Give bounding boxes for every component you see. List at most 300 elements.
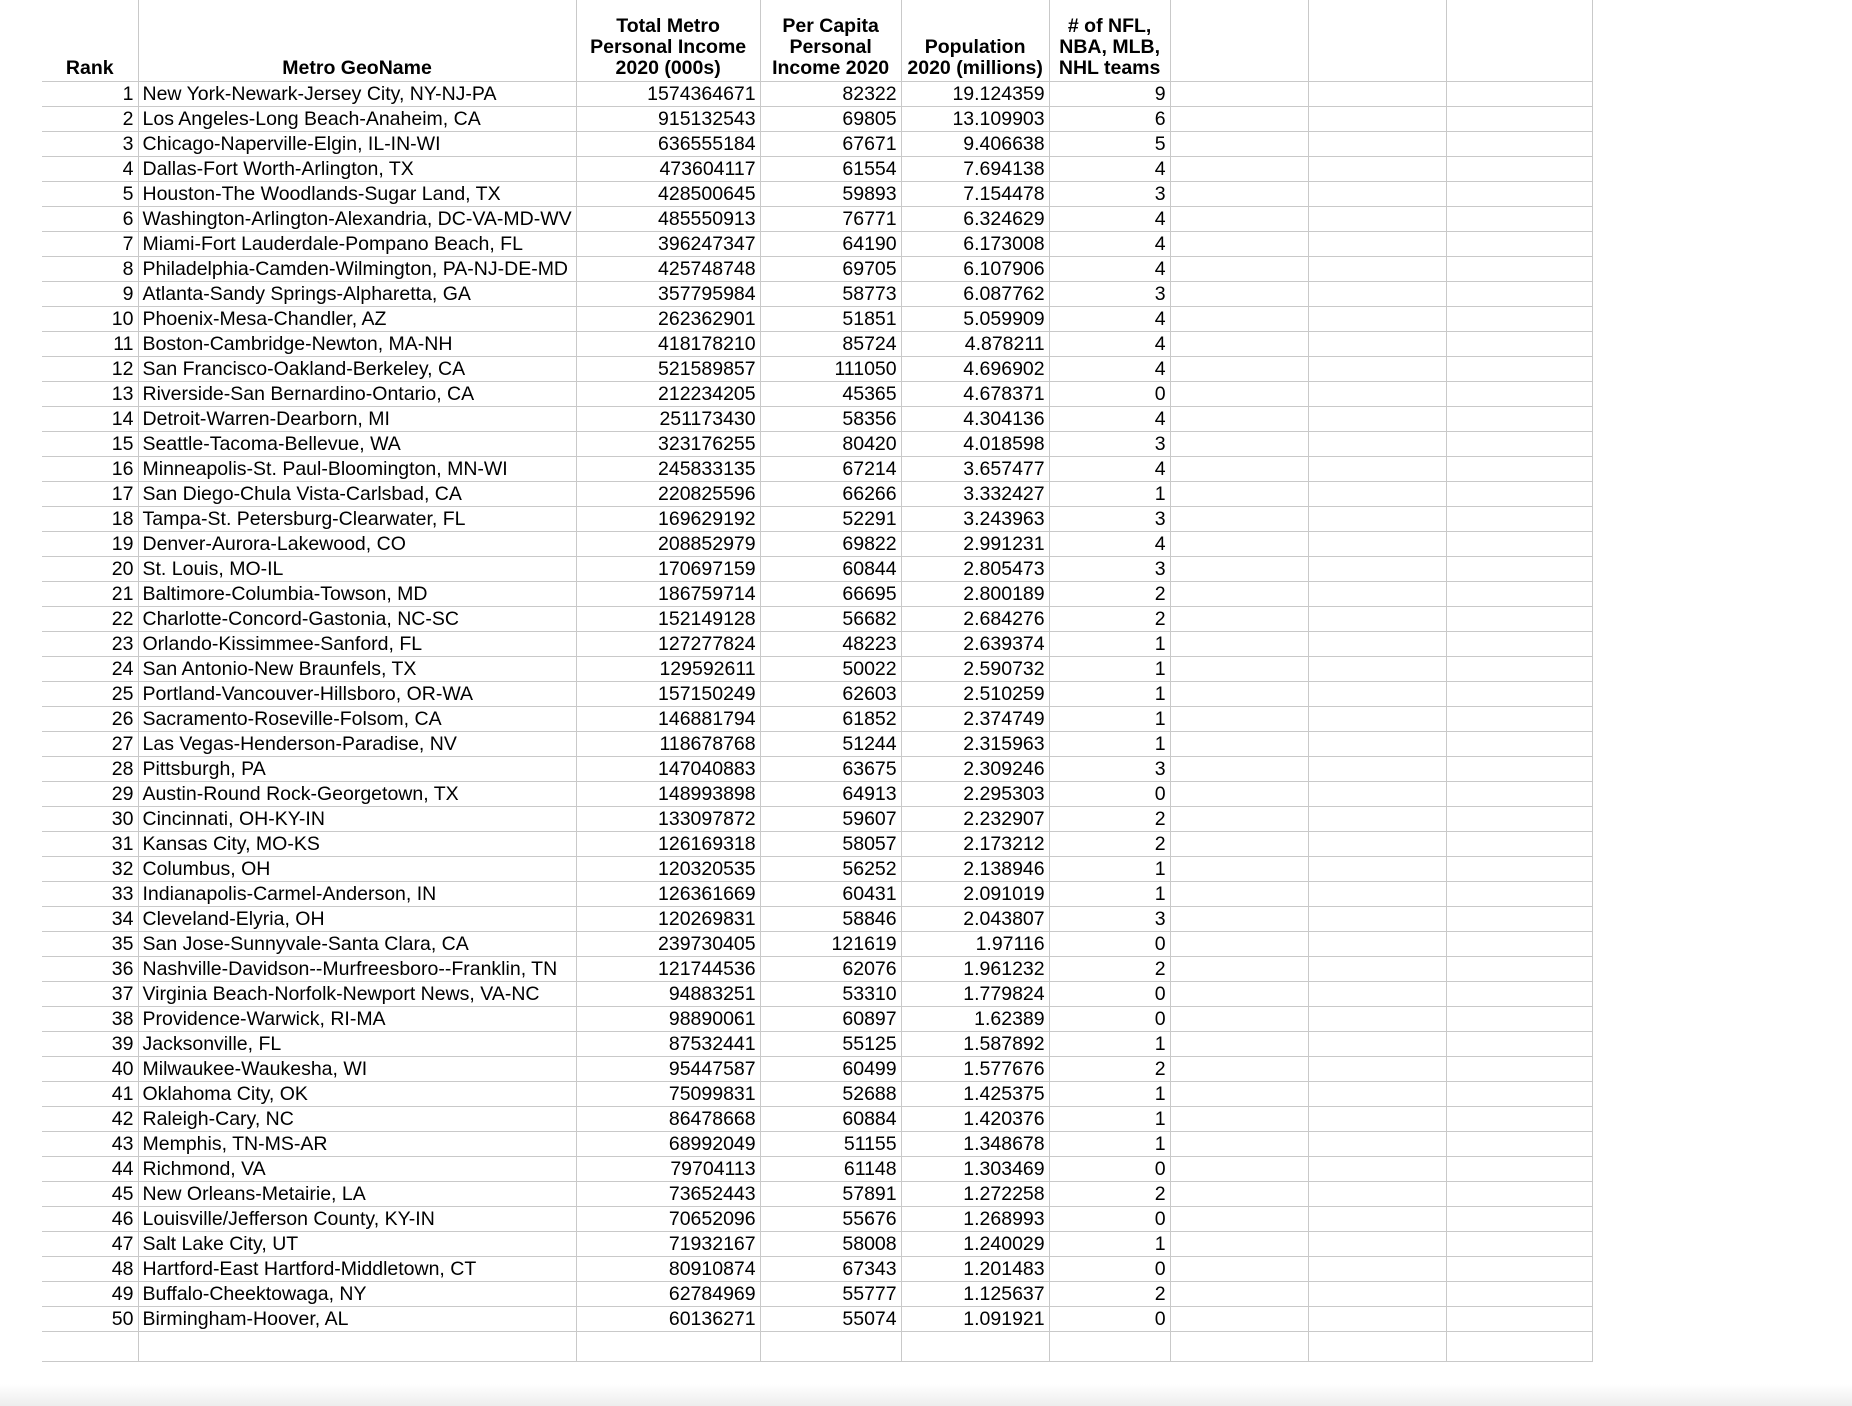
cell-population[interactable]: 4.304136 (901, 406, 1049, 431)
cell-teams[interactable]: 1 (1049, 656, 1170, 681)
empty-cell[interactable] (1446, 556, 1592, 581)
cell-population[interactable]: 2.800189 (901, 581, 1049, 606)
cell-total-income[interactable]: 212234205 (576, 381, 760, 406)
empty-cell[interactable] (1308, 656, 1446, 681)
cell-metro-name[interactable]: Jacksonville, FL (138, 1031, 576, 1056)
cell-teams[interactable]: 4 (1049, 456, 1170, 481)
cell-rank[interactable]: 38 (42, 1006, 138, 1031)
empty-cell[interactable] (1446, 1131, 1592, 1156)
cell-per-capita[interactable]: 67214 (760, 456, 901, 481)
empty-cell[interactable] (1308, 381, 1446, 406)
empty-cell[interactable] (1308, 1156, 1446, 1181)
cell-population[interactable]: 4.678371 (901, 381, 1049, 406)
cell-teams[interactable]: 0 (1049, 1206, 1170, 1231)
cell-metro-name[interactable]: Seattle-Tacoma-Bellevue, WA (138, 431, 576, 456)
cell-total-income[interactable]: 94883251 (576, 981, 760, 1006)
cell-teams[interactable]: 1 (1049, 731, 1170, 756)
cell-rank[interactable]: 14 (42, 406, 138, 431)
cell-rank[interactable]: 15 (42, 431, 138, 456)
empty-cell[interactable] (1170, 1206, 1308, 1231)
cell-per-capita[interactable]: 59607 (760, 806, 901, 831)
empty-cell[interactable] (1308, 356, 1446, 381)
cell-metro-name[interactable]: Birmingham-Hoover, AL (138, 1306, 576, 1331)
empty-cell[interactable] (1446, 1306, 1592, 1331)
cell-total-income[interactable]: 396247347 (576, 231, 760, 256)
cell-population[interactable]: 6.173008 (901, 231, 1049, 256)
cell-rank[interactable]: 29 (42, 781, 138, 806)
empty-cell[interactable] (1446, 906, 1592, 931)
cell-population[interactable]: 1.272258 (901, 1181, 1049, 1206)
empty-cell[interactable] (1170, 756, 1308, 781)
empty-cell[interactable] (1170, 681, 1308, 706)
cell-total-income[interactable]: 1574364671 (576, 81, 760, 106)
empty-cell[interactable] (1170, 306, 1308, 331)
empty-cell[interactable] (1170, 931, 1308, 956)
header-total-income[interactable]: Total Metro Personal Income 2020 (000s) (576, 0, 760, 81)
cell-per-capita[interactable]: 58846 (760, 906, 901, 931)
empty-cell[interactable] (1446, 106, 1592, 131)
cell-population[interactable]: 1.62389 (901, 1006, 1049, 1031)
cell-teams[interactable]: 0 (1049, 981, 1170, 1006)
empty-cell[interactable] (1446, 656, 1592, 681)
cell-rank[interactable]: 43 (42, 1131, 138, 1156)
header-per-capita[interactable]: Per Capita Personal Income 2020 (760, 0, 901, 81)
cell-total-income[interactable]: 186759714 (576, 581, 760, 606)
empty-cell[interactable] (1170, 731, 1308, 756)
cell-metro-name[interactable]: Minneapolis-St. Paul-Bloomington, MN-WI (138, 456, 576, 481)
cell-total-income[interactable]: 68992049 (576, 1131, 760, 1156)
empty-cell[interactable] (1446, 381, 1592, 406)
cell-total-income[interactable]: 473604117 (576, 156, 760, 181)
empty-cell[interactable] (1446, 781, 1592, 806)
cell-total-income[interactable]: 70652096 (576, 1206, 760, 1231)
empty-cell[interactable] (1308, 956, 1446, 981)
cell-population[interactable]: 2.510259 (901, 681, 1049, 706)
empty-cell[interactable] (1446, 1181, 1592, 1206)
cell-total-income[interactable]: 262362901 (576, 306, 760, 331)
empty-cell[interactable] (1308, 1331, 1446, 1361)
cell-metro-name[interactable]: Louisville/Jefferson County, KY-IN (138, 1206, 576, 1231)
empty-cell[interactable] (1170, 1081, 1308, 1106)
empty-cell[interactable] (1446, 1231, 1592, 1256)
cell-total-income[interactable]: 86478668 (576, 1106, 760, 1131)
cell-total-income[interactable]: 915132543 (576, 106, 760, 131)
empty-cell[interactable] (901, 1331, 1049, 1361)
cell-per-capita[interactable]: 58773 (760, 281, 901, 306)
cell-per-capita[interactable]: 51851 (760, 306, 901, 331)
empty-cell[interactable] (1446, 881, 1592, 906)
cell-population[interactable]: 2.232907 (901, 806, 1049, 831)
cell-population[interactable]: 4.696902 (901, 356, 1049, 381)
cell-total-income[interactable]: 148993898 (576, 781, 760, 806)
cell-teams[interactable]: 2 (1049, 831, 1170, 856)
empty-cell[interactable] (1308, 706, 1446, 731)
cell-rank[interactable]: 16 (42, 456, 138, 481)
cell-total-income[interactable]: 98890061 (576, 1006, 760, 1031)
cell-metro-name[interactable]: San Diego-Chula Vista-Carlsbad, CA (138, 481, 576, 506)
cell-teams[interactable]: 4 (1049, 531, 1170, 556)
empty-cell[interactable] (1446, 1056, 1592, 1081)
cell-total-income[interactable]: 428500645 (576, 181, 760, 206)
cell-rank[interactable]: 37 (42, 981, 138, 1006)
cell-total-income[interactable]: 80910874 (576, 1256, 760, 1281)
empty-cell[interactable] (1170, 381, 1308, 406)
cell-rank[interactable]: 47 (42, 1231, 138, 1256)
cell-per-capita[interactable]: 58356 (760, 406, 901, 431)
empty-cell[interactable] (1170, 1231, 1308, 1256)
cell-teams[interactable]: 0 (1049, 1256, 1170, 1281)
cell-teams[interactable]: 4 (1049, 206, 1170, 231)
cell-total-income[interactable]: 126169318 (576, 831, 760, 856)
cell-population[interactable]: 6.087762 (901, 281, 1049, 306)
cell-rank[interactable]: 18 (42, 506, 138, 531)
cell-population[interactable]: 1.779824 (901, 981, 1049, 1006)
cell-total-income[interactable]: 169629192 (576, 506, 760, 531)
empty-cell[interactable] (1446, 731, 1592, 756)
empty-cell[interactable] (1308, 256, 1446, 281)
cell-population[interactable]: 1.587892 (901, 1031, 1049, 1056)
cell-total-income[interactable]: 126361669 (576, 881, 760, 906)
cell-population[interactable]: 2.805473 (901, 556, 1049, 581)
empty-cell[interactable] (42, 1331, 138, 1361)
cell-per-capita[interactable]: 50022 (760, 656, 901, 681)
cell-metro-name[interactable]: Las Vegas-Henderson-Paradise, NV (138, 731, 576, 756)
cell-teams[interactable]: 4 (1049, 356, 1170, 381)
cell-metro-name[interactable]: Phoenix-Mesa-Chandler, AZ (138, 306, 576, 331)
empty-cell[interactable] (1308, 1281, 1446, 1306)
cell-population[interactable]: 7.154478 (901, 181, 1049, 206)
cell-total-income[interactable]: 87532441 (576, 1031, 760, 1056)
cell-metro-name[interactable]: Pittsburgh, PA (138, 756, 576, 781)
cell-total-income[interactable]: 121744536 (576, 956, 760, 981)
cell-total-income[interactable]: 120320535 (576, 856, 760, 881)
cell-population[interactable]: 2.091019 (901, 881, 1049, 906)
empty-cell[interactable] (1446, 456, 1592, 481)
empty-cell[interactable] (1170, 256, 1308, 281)
cell-rank[interactable]: 31 (42, 831, 138, 856)
cell-per-capita[interactable]: 111050 (760, 356, 901, 381)
cell-population[interactable]: 2.043807 (901, 906, 1049, 931)
cell-population[interactable]: 1.425375 (901, 1081, 1049, 1106)
empty-cell[interactable] (1170, 581, 1308, 606)
empty-cell[interactable] (1170, 106, 1308, 131)
empty-cell[interactable] (1308, 181, 1446, 206)
cell-per-capita[interactable]: 55074 (760, 1306, 901, 1331)
cell-metro-name[interactable]: San Jose-Sunnyvale-Santa Clara, CA (138, 931, 576, 956)
empty-cell[interactable] (1308, 131, 1446, 156)
cell-metro-name[interactable]: Kansas City, MO-KS (138, 831, 576, 856)
empty-cell[interactable] (1446, 231, 1592, 256)
empty-cell[interactable] (1049, 1331, 1170, 1361)
cell-population[interactable]: 2.138946 (901, 856, 1049, 881)
empty-cell[interactable] (1308, 231, 1446, 256)
cell-rank[interactable]: 11 (42, 331, 138, 356)
cell-rank[interactable]: 3 (42, 131, 138, 156)
cell-per-capita[interactable]: 67671 (760, 131, 901, 156)
cell-teams[interactable]: 3 (1049, 431, 1170, 456)
empty-cell[interactable] (1446, 0, 1592, 81)
cell-total-income[interactable]: 129592611 (576, 656, 760, 681)
empty-cell[interactable] (1170, 1031, 1308, 1056)
cell-rank[interactable]: 32 (42, 856, 138, 881)
cell-per-capita[interactable]: 66266 (760, 481, 901, 506)
cell-total-income[interactable]: 118678768 (576, 731, 760, 756)
empty-cell[interactable] (1308, 456, 1446, 481)
cell-teams[interactable]: 1 (1049, 481, 1170, 506)
cell-metro-name[interactable]: Dallas-Fort Worth-Arlington, TX (138, 156, 576, 181)
empty-cell[interactable] (1446, 1331, 1592, 1361)
cell-per-capita[interactable]: 80420 (760, 431, 901, 456)
cell-rank[interactable]: 23 (42, 631, 138, 656)
empty-cell[interactable] (1446, 331, 1592, 356)
cell-rank[interactable]: 30 (42, 806, 138, 831)
empty-cell[interactable] (1308, 1131, 1446, 1156)
cell-metro-name[interactable]: Charlotte-Concord-Gastonia, NC-SC (138, 606, 576, 631)
cell-population[interactable]: 1.303469 (901, 1156, 1049, 1181)
cell-metro-name[interactable]: Indianapolis-Carmel-Anderson, IN (138, 881, 576, 906)
cell-metro-name[interactable]: Portland-Vancouver-Hillsboro, OR-WA (138, 681, 576, 706)
empty-cell[interactable] (1308, 1056, 1446, 1081)
cell-per-capita[interactable]: 61554 (760, 156, 901, 181)
cell-total-income[interactable]: 418178210 (576, 331, 760, 356)
empty-cell[interactable] (1308, 681, 1446, 706)
cell-population[interactable]: 1.577676 (901, 1056, 1049, 1081)
empty-cell[interactable] (1446, 131, 1592, 156)
empty-cell[interactable] (1170, 881, 1308, 906)
cell-rank[interactable]: 25 (42, 681, 138, 706)
empty-cell[interactable] (1170, 781, 1308, 806)
cell-rank[interactable]: 12 (42, 356, 138, 381)
empty-cell[interactable] (1308, 931, 1446, 956)
empty-cell[interactable] (1446, 756, 1592, 781)
cell-total-income[interactable]: 60136271 (576, 1306, 760, 1331)
empty-cell[interactable] (1308, 581, 1446, 606)
empty-cell[interactable] (1446, 631, 1592, 656)
cell-total-income[interactable]: 79704113 (576, 1156, 760, 1181)
cell-rank[interactable]: 20 (42, 556, 138, 581)
empty-cell[interactable] (1308, 206, 1446, 231)
empty-cell[interactable] (1308, 556, 1446, 581)
cell-metro-name[interactable]: Tampa-St. Petersburg-Clearwater, FL (138, 506, 576, 531)
cell-per-capita[interactable]: 55777 (760, 1281, 901, 1306)
cell-population[interactable]: 2.374749 (901, 706, 1049, 731)
empty-cell[interactable] (1170, 981, 1308, 1006)
cell-rank[interactable]: 28 (42, 756, 138, 781)
cell-rank[interactable]: 42 (42, 1106, 138, 1131)
cell-teams[interactable]: 0 (1049, 931, 1170, 956)
cell-rank[interactable]: 10 (42, 306, 138, 331)
cell-teams[interactable]: 2 (1049, 1181, 1170, 1206)
empty-cell[interactable] (576, 1331, 760, 1361)
cell-population[interactable]: 7.694138 (901, 156, 1049, 181)
cell-total-income[interactable]: 127277824 (576, 631, 760, 656)
cell-teams[interactable]: 1 (1049, 1131, 1170, 1156)
cell-metro-name[interactable]: San Antonio-New Braunfels, TX (138, 656, 576, 681)
empty-cell[interactable] (1170, 281, 1308, 306)
cell-metro-name[interactable]: Miami-Fort Lauderdale-Pompano Beach, FL (138, 231, 576, 256)
cell-teams[interactable]: 2 (1049, 1056, 1170, 1081)
cell-total-income[interactable]: 73652443 (576, 1181, 760, 1206)
cell-per-capita[interactable]: 60897 (760, 1006, 901, 1031)
cell-population[interactable]: 3.243963 (901, 506, 1049, 531)
empty-cell[interactable] (1308, 806, 1446, 831)
cell-total-income[interactable]: 147040883 (576, 756, 760, 781)
empty-cell[interactable] (1308, 1031, 1446, 1056)
empty-cell[interactable] (1446, 981, 1592, 1006)
cell-rank[interactable]: 48 (42, 1256, 138, 1281)
empty-cell[interactable] (1170, 481, 1308, 506)
cell-metro-name[interactable]: Philadelphia-Camden-Wilmington, PA-NJ-DE-MD (138, 256, 576, 281)
empty-cell[interactable] (1446, 1156, 1592, 1181)
empty-cell[interactable] (1446, 706, 1592, 731)
empty-cell[interactable] (1170, 1131, 1308, 1156)
empty-cell[interactable] (1308, 0, 1446, 81)
cell-teams[interactable]: 0 (1049, 1156, 1170, 1181)
cell-rank[interactable]: 33 (42, 881, 138, 906)
cell-per-capita[interactable]: 64190 (760, 231, 901, 256)
empty-cell[interactable] (1308, 1206, 1446, 1231)
empty-cell[interactable] (1308, 981, 1446, 1006)
empty-cell[interactable] (1170, 1281, 1308, 1306)
cell-per-capita[interactable]: 55676 (760, 1206, 901, 1231)
cell-metro-name[interactable]: Austin-Round Rock-Georgetown, TX (138, 781, 576, 806)
header-rank[interactable]: Rank (42, 0, 138, 81)
empty-cell[interactable] (1308, 431, 1446, 456)
cell-rank[interactable]: 36 (42, 956, 138, 981)
cell-teams[interactable]: 9 (1049, 81, 1170, 106)
cell-rank[interactable]: 27 (42, 731, 138, 756)
empty-cell[interactable] (1308, 81, 1446, 106)
cell-teams[interactable]: 2 (1049, 1281, 1170, 1306)
cell-per-capita[interactable]: 53310 (760, 981, 901, 1006)
cell-teams[interactable]: 3 (1049, 281, 1170, 306)
cell-total-income[interactable]: 323176255 (576, 431, 760, 456)
cell-population[interactable]: 2.991231 (901, 531, 1049, 556)
empty-cell[interactable] (1446, 356, 1592, 381)
empty-cell[interactable] (1308, 281, 1446, 306)
empty-cell[interactable] (1446, 206, 1592, 231)
cell-total-income[interactable]: 485550913 (576, 206, 760, 231)
empty-cell[interactable] (1308, 531, 1446, 556)
cell-population[interactable]: 6.107906 (901, 256, 1049, 281)
empty-cell[interactable] (1308, 1256, 1446, 1281)
cell-teams[interactable]: 3 (1049, 181, 1170, 206)
empty-cell[interactable] (1170, 956, 1308, 981)
cell-population[interactable]: 2.309246 (901, 756, 1049, 781)
empty-cell[interactable] (1170, 1006, 1308, 1031)
empty-cell[interactable] (1170, 531, 1308, 556)
cell-per-capita[interactable]: 55125 (760, 1031, 901, 1056)
empty-cell[interactable] (1170, 831, 1308, 856)
cell-population[interactable]: 1.125637 (901, 1281, 1049, 1306)
empty-cell[interactable] (1170, 631, 1308, 656)
cell-total-income[interactable]: 133097872 (576, 806, 760, 831)
cell-teams[interactable]: 3 (1049, 756, 1170, 781)
cell-per-capita[interactable]: 82322 (760, 81, 901, 106)
empty-cell[interactable] (1308, 306, 1446, 331)
cell-population[interactable]: 6.324629 (901, 206, 1049, 231)
cell-metro-name[interactable]: Nashville-Davidson--Murfreesboro--Franklin, TN (138, 956, 576, 981)
cell-teams[interactable]: 0 (1049, 1006, 1170, 1031)
empty-cell[interactable] (1170, 156, 1308, 181)
cell-teams[interactable]: 4 (1049, 331, 1170, 356)
cell-population[interactable]: 1.268993 (901, 1206, 1049, 1231)
empty-cell[interactable] (1308, 881, 1446, 906)
cell-per-capita[interactable]: 61852 (760, 706, 901, 731)
cell-total-income[interactable]: 75099831 (576, 1081, 760, 1106)
empty-cell[interactable] (1308, 906, 1446, 931)
empty-cell[interactable] (1446, 1031, 1592, 1056)
empty-cell[interactable] (1446, 1256, 1592, 1281)
cell-rank[interactable]: 6 (42, 206, 138, 231)
cell-teams[interactable]: 1 (1049, 1031, 1170, 1056)
cell-teams[interactable]: 1 (1049, 1231, 1170, 1256)
cell-teams[interactable]: 1 (1049, 1081, 1170, 1106)
cell-population[interactable]: 1.348678 (901, 1131, 1049, 1156)
cell-total-income[interactable]: 245833135 (576, 456, 760, 481)
cell-rank[interactable]: 35 (42, 931, 138, 956)
cell-rank[interactable]: 4 (42, 156, 138, 181)
cell-metro-name[interactable]: Richmond, VA (138, 1156, 576, 1181)
cell-metro-name[interactable]: Virginia Beach-Norfolk-Newport News, VA-NC (138, 981, 576, 1006)
cell-population[interactable]: 4.878211 (901, 331, 1049, 356)
cell-metro-name[interactable]: Denver-Aurora-Lakewood, CO (138, 531, 576, 556)
empty-cell[interactable] (1446, 181, 1592, 206)
empty-cell[interactable] (1446, 806, 1592, 831)
cell-per-capita[interactable]: 67343 (760, 1256, 901, 1281)
cell-per-capita[interactable]: 51155 (760, 1131, 901, 1156)
empty-cell[interactable] (1446, 1081, 1592, 1106)
empty-cell[interactable] (1308, 756, 1446, 781)
empty-cell[interactable] (1170, 1106, 1308, 1131)
cell-rank[interactable]: 9 (42, 281, 138, 306)
cell-rank[interactable]: 34 (42, 906, 138, 931)
empty-cell[interactable] (1170, 206, 1308, 231)
cell-per-capita[interactable]: 52291 (760, 506, 901, 531)
cell-metro-name[interactable]: Memphis, TN-MS-AR (138, 1131, 576, 1156)
cell-per-capita[interactable]: 60844 (760, 556, 901, 581)
cell-metro-name[interactable]: Boston-Cambridge-Newton, MA-NH (138, 331, 576, 356)
empty-cell[interactable] (1446, 406, 1592, 431)
empty-cell[interactable] (1308, 1181, 1446, 1206)
empty-cell[interactable] (1446, 156, 1592, 181)
empty-cell[interactable] (1446, 506, 1592, 531)
cell-teams[interactable]: 0 (1049, 381, 1170, 406)
cell-per-capita[interactable]: 61148 (760, 1156, 901, 1181)
empty-cell[interactable] (1446, 956, 1592, 981)
cell-metro-name[interactable]: Salt Lake City, UT (138, 1231, 576, 1256)
cell-rank[interactable]: 2 (42, 106, 138, 131)
empty-cell[interactable] (1308, 1006, 1446, 1031)
cell-teams[interactable]: 2 (1049, 956, 1170, 981)
cell-rank[interactable]: 21 (42, 581, 138, 606)
cell-metro-name[interactable]: New York-Newark-Jersey City, NY-NJ-PA (138, 81, 576, 106)
cell-total-income[interactable]: 71932167 (576, 1231, 760, 1256)
empty-cell[interactable] (1308, 606, 1446, 631)
empty-cell[interactable] (1446, 281, 1592, 306)
cell-per-capita[interactable]: 85724 (760, 331, 901, 356)
empty-cell[interactable] (1446, 481, 1592, 506)
cell-metro-name[interactable]: Oklahoma City, OK (138, 1081, 576, 1106)
cell-rank[interactable]: 39 (42, 1031, 138, 1056)
cell-metro-name[interactable]: Sacramento-Roseville-Folsom, CA (138, 706, 576, 731)
cell-population[interactable]: 2.684276 (901, 606, 1049, 631)
cell-metro-name[interactable]: Raleigh-Cary, NC (138, 1106, 576, 1131)
cell-metro-name[interactable]: Atlanta-Sandy Springs-Alpharetta, GA (138, 281, 576, 306)
empty-cell[interactable] (1170, 856, 1308, 881)
cell-total-income[interactable]: 95447587 (576, 1056, 760, 1081)
cell-teams[interactable]: 1 (1049, 856, 1170, 881)
